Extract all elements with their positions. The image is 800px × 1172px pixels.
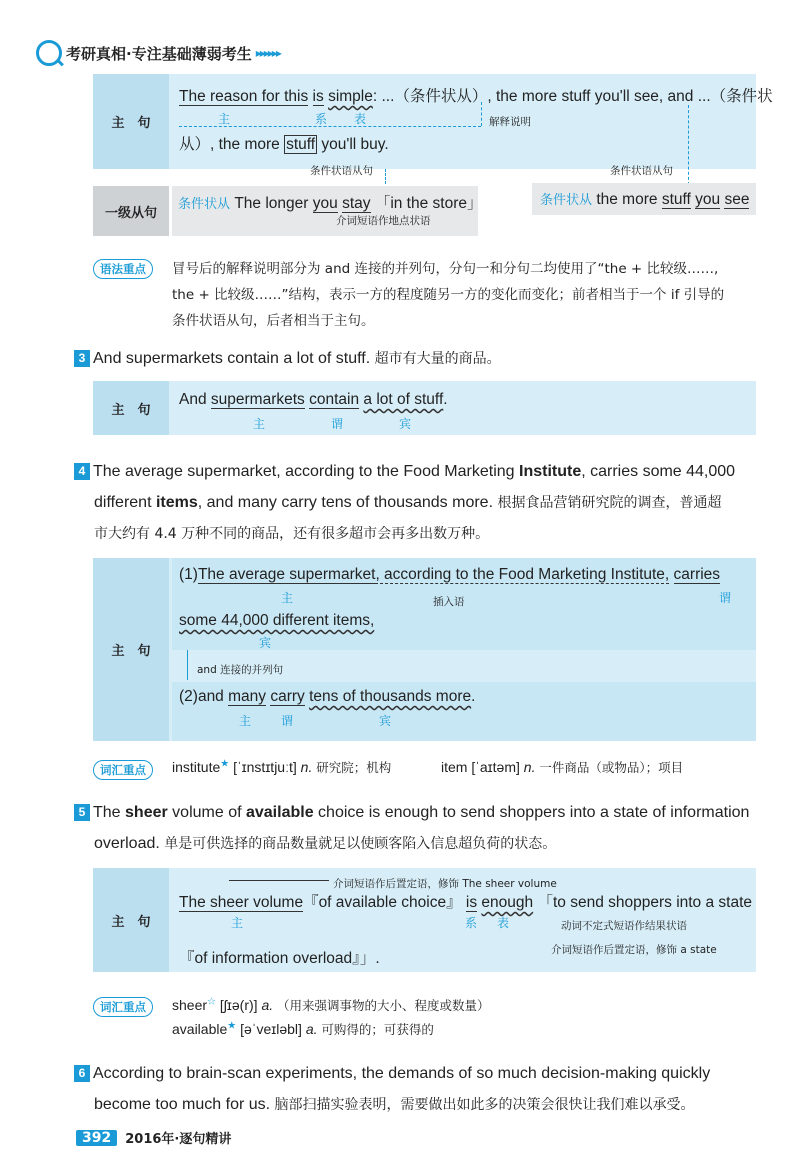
verb: is — [312, 88, 324, 105]
main-line-2: 从）, the more stuff you'll buy. — [179, 136, 389, 153]
role-complement: 表 — [354, 112, 367, 126]
explain-line — [481, 102, 482, 126]
explain-bracket — [179, 126, 481, 127]
vocab-2-word-2: available★ [əˈveɪləbl] a. 可购得的；可获得的 — [172, 1020, 434, 1037]
role-subject: 主 — [218, 112, 231, 126]
complement: simple — [328, 88, 373, 105]
cond-note-right: 条件状语从句 — [610, 165, 673, 177]
grammar-text: 冒号后的解释说明部分为 and 连接的并列句，分句一和分句二均使用了“the + 比较级……, the + 比较级……”结构，表示一方的程度随另一方的变化而变化；前者相当于一个 if 引导的 条件状语从句，后者相当于主句。 — [172, 261, 725, 329]
panel-label: 主 句 — [93, 74, 169, 169]
sub-left-note: 介词短语作地点状语 — [336, 215, 431, 227]
sentence-4: 4 The average supermarket, according to the Food Marketing Institute, carries some 44,000 different items, and many carry tens of thousands more. 根据食品营销研究院的调查，普通超 市大约有 4.4 万种不同的商品，还有很多超市会再多出数万种。 — [74, 456, 764, 550]
vocab-1-word-1: institute★ [ˈɪnstɪtjuːt] n. 研究院；机构 — [172, 758, 392, 775]
stuff-boxed: stuff — [286, 136, 316, 153]
subject: The reason for this — [179, 88, 309, 105]
sub-left-tag: 条件状从 — [178, 196, 231, 211]
sentence-6: 6 According to brain-scan experiments, the demands of so much decision-making quickly become too much for us. 脑部扫描实验表明，需要做出如此多的决策会很快让我们难以承受。 — [74, 1058, 764, 1121]
sentence-panel-main — [93, 74, 773, 169]
cond-note-left: 条件状语从句 — [310, 165, 373, 177]
sentence-5: 5 The sheer volume of available choice is enough to send shoppers into a state of information overload. 单是可供选择的商品数量就足以使顾客陷入信息超负荷的状态。 — [74, 797, 764, 860]
header — [36, 40, 280, 66]
role-verb: 系 — [315, 112, 328, 126]
header-title: 考研真相·专注基础薄弱考生 — [66, 44, 252, 63]
footer-title: 2016年·逐句精讲 — [125, 1132, 232, 1147]
sub-label: 一级从句 — [93, 186, 169, 236]
grammar-tag: 语法重点 — [93, 258, 153, 279]
sub-left-bracket: 「in the store」 — [374, 195, 483, 212]
vocab-2-word-1: sheer☆ [ʃɪə(r)] a. （用来强调事物的大小、程度或数量） — [172, 996, 490, 1013]
vocab-tag-2: 词汇重点 — [93, 996, 153, 1017]
main-line-1 — [179, 84, 773, 106]
sentence-3-panel: 主 句 And supermarkets contain a lot of stuff. 主 谓 宾 — [93, 381, 756, 435]
sub-clause-right: 条件状从 the more stuff you see — [532, 183, 756, 215]
logo-icon — [36, 40, 62, 66]
sentence-5-panel: 主 句 介词短语作后置定语，修饰 The sheer volume The sheer volume『of available choice』 is enough 「to send shoppers into a state 主 系 表 动词不定式短语作结果状语 『of information overload』」. 介词短语作后置定语，修饰 a state — [93, 868, 756, 972]
sentence-number: 3 — [74, 350, 90, 367]
vocab-1-word-2: item [ˈaɪtəm] n. 一件商品（或物品）；项目 — [441, 759, 684, 775]
sentence-4-panel: 主 句 (1)The average supermarket, according to the Food Marketing Institute, carries 主 插入语 谓 some 44,000 different items, 宾 and 连接的并列句 (2)and many carry tens of thousands more. 主 谓 宾 — [93, 558, 756, 741]
main-line-rest: : ...（条件状从）, the more stuff you'll see, and ...（条件状 — [372, 88, 773, 105]
page-number: 392 — [76, 1130, 117, 1146]
vocab-tag-1: 词汇重点 — [93, 759, 153, 780]
explain-note: 解释说明 — [489, 116, 531, 128]
sub-clause-left: 条件状从 The longer you stay 「in the store」 介词短语作地点状语 — [172, 186, 478, 236]
sentence-3: 3 And supermarkets contain a lot of stuff. 超市有大量的商品。 — [74, 343, 501, 375]
footer — [76, 1128, 231, 1147]
header-arrows-icon: ▸▸▸▸▸▸ — [255, 46, 280, 60]
